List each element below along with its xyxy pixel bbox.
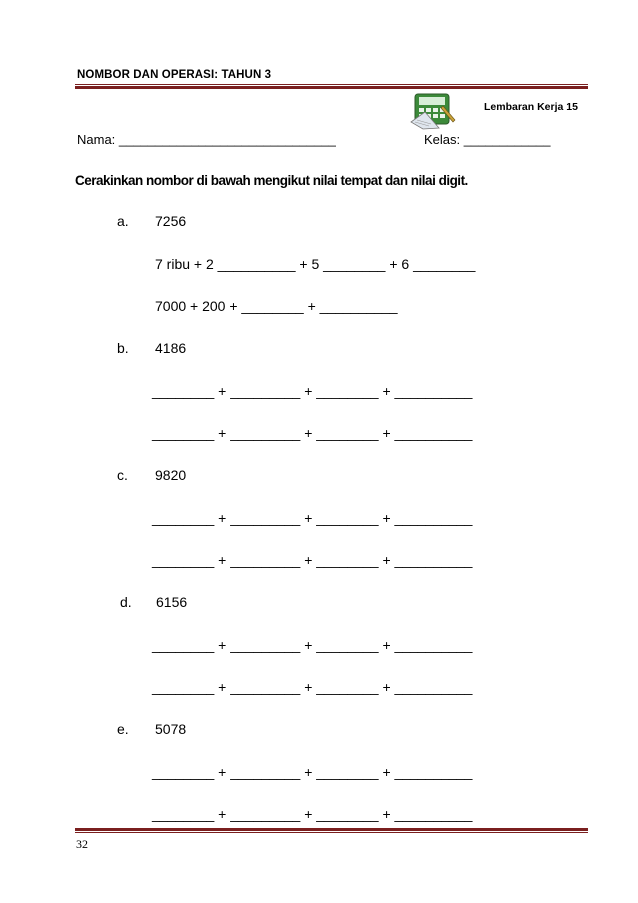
question-b-line-1: ________ + _________ + ________ + __________ xyxy=(152,383,473,399)
name-field: Nama: ______________________________ xyxy=(77,132,336,147)
header-rule xyxy=(75,84,588,89)
class-field: Kelas: ____________ xyxy=(424,132,551,147)
question-b-line-2: ________ + _________ + ________ + __________ xyxy=(152,425,473,441)
question-c-line-1: ________ + _________ + ________ + __________ xyxy=(152,510,473,526)
question-d-letter: d. xyxy=(120,594,132,610)
question-d-number: 6156 xyxy=(156,594,188,610)
worksheet-number-label: Lembaran Kerja 15 xyxy=(484,101,578,113)
question-c-line-2: ________ + _________ + ________ + __________ xyxy=(152,552,473,568)
question-a-letter: a. xyxy=(117,213,129,229)
page-number: 32 xyxy=(76,837,88,851)
question-e-line-1: ________ + _________ + ________ + __________ xyxy=(152,764,473,780)
instruction-text: Cerakinkan nombor di bawah mengikut nilai tempat dan nilai digit. xyxy=(75,173,468,188)
question-e-number: 5078 xyxy=(155,721,187,737)
question-b-letter: b. xyxy=(117,340,129,356)
worksheet-title: NOMBOR DAN OPERASI: TAHUN 3 xyxy=(77,69,272,81)
question-d-line-1: ________ + _________ + ________ + __________ xyxy=(152,637,473,653)
question-a-line-1: 7 ribu + 2 __________ + 5 ________ + 6 ________ xyxy=(155,256,476,272)
question-c-letter: c. xyxy=(117,467,128,483)
question-a-line-2: 7000 + 200 + ________ + __________ xyxy=(155,298,398,314)
question-e-line-2: ________ + _________ + ________ + __________ xyxy=(152,806,473,822)
question-d-line-2: ________ + _________ + ________ + __________ xyxy=(152,679,473,695)
question-c-number: 9820 xyxy=(155,467,187,483)
question-b-number: 4186 xyxy=(155,340,187,356)
footer-rule xyxy=(75,828,588,833)
question-a-number: 7256 xyxy=(155,213,187,229)
calculator-icon xyxy=(409,92,459,130)
question-e-letter: e. xyxy=(117,721,129,737)
